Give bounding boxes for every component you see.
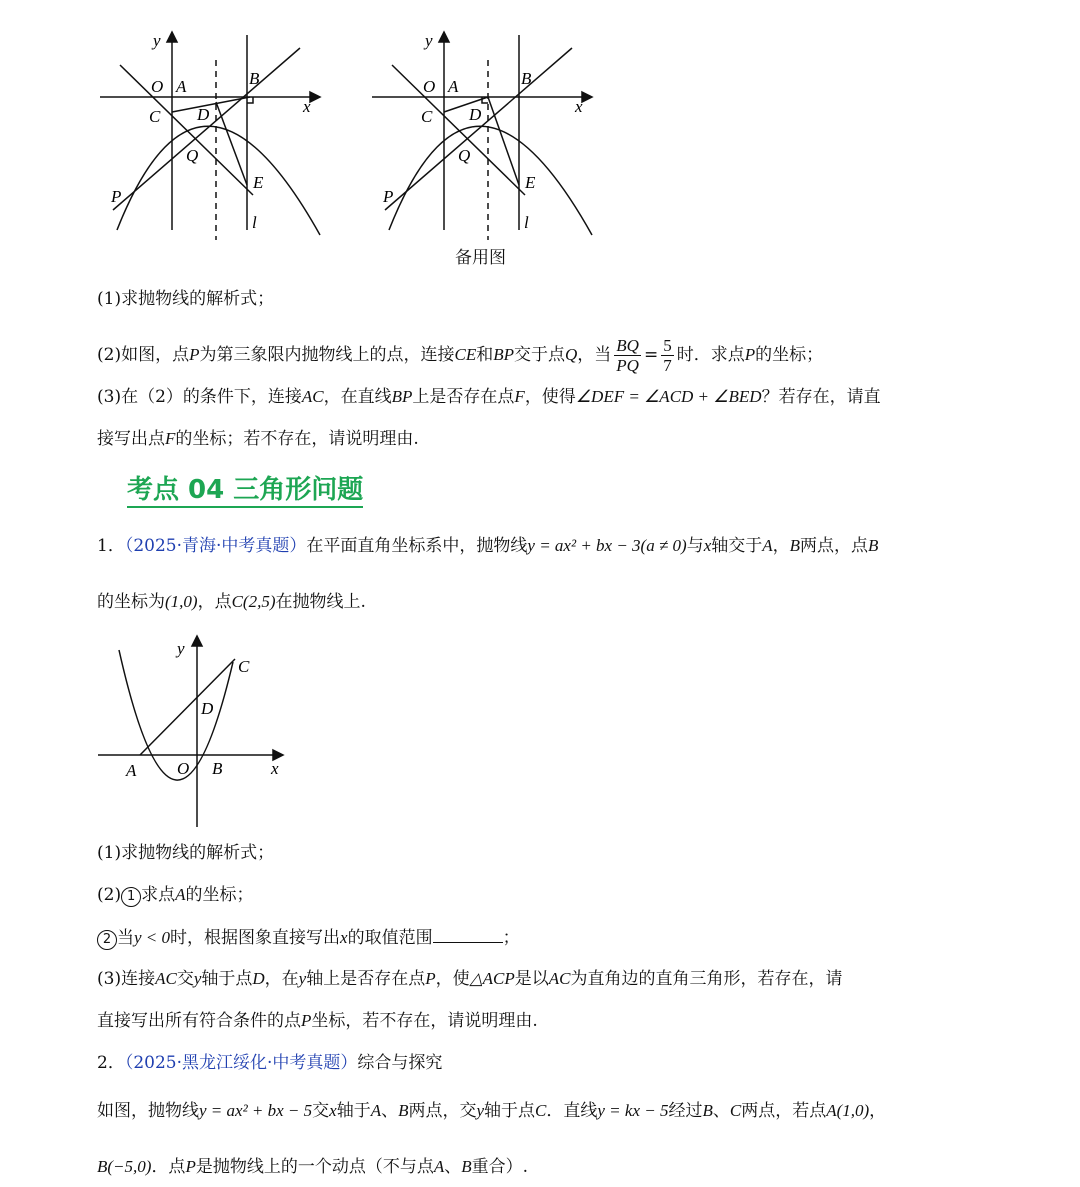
p1-fig-label-O: O [177, 759, 190, 778]
answer-blank[interactable] [433, 926, 503, 943]
p1-line2: 的坐标为(1,0)，点C(2,5)在抛物线上. [97, 592, 366, 612]
fig1-label-E: E [253, 173, 264, 192]
fig1-label-x: x [303, 97, 311, 116]
section-title: 考点 04 三角形问题 [127, 474, 363, 508]
prev-q3-line1: (3)在（2）的条件下，连接AC，在直线BP上是否存在点F，使得∠DEF = ∠ACD + ∠BED？若存在，请直 [97, 387, 881, 407]
fig1-label-Q: Q [186, 146, 199, 165]
p1-fig-label-x: x [271, 759, 279, 778]
p1-fig-label-B: B [212, 759, 223, 778]
fig1-label-O: O [151, 77, 164, 96]
prev-q1: (1)求抛物线的解析式； [97, 289, 275, 309]
fig1-label-l: l [252, 213, 257, 232]
fig2-label-O: O [423, 77, 436, 96]
p1-q3-line1: (3)连接AC交y轴于点D，在y轴上是否存在点P，使△ACP是以AC为直角边的直角三角形，若存在，请 [97, 969, 843, 989]
fig2-label-x: x [575, 97, 583, 116]
fig2-label-P: P [383, 187, 394, 206]
fig2-label-C: C [421, 107, 433, 126]
p2-line2: B(−5,0)．点P是抛物线上的一个动点（不与点A、B重合）. [97, 1157, 529, 1177]
fig1-label-y: y [153, 31, 161, 50]
fraction-bq-pq: $\frac{BQ}{PQ}$ [616, 336, 639, 375]
fig2-label-l: l [524, 213, 529, 232]
p1-q3-line2: 直接写出所有符合条件的点P坐标，若不存在，请说明理由. [97, 1011, 538, 1031]
fig2-label-Q: Q [458, 146, 471, 165]
p1-fig-label-A: A [126, 761, 137, 780]
p1-fig-label-D: D [201, 699, 214, 718]
fig2-label-D: D [469, 105, 482, 124]
fig1-label-B: B [249, 69, 260, 88]
fig2-label-A: A [448, 77, 459, 96]
figure-1 [95, 30, 325, 240]
prev-q3-line2: 接写出点F的坐标；若不存在，请说明理由. [97, 429, 419, 449]
fig1-label-C: C [149, 107, 161, 126]
fig2-label-B: B [521, 69, 532, 88]
p2-line1: 如图，抛物线y = ax² + bx − 5交x轴于A、B两点，交y轴于点C．直线y = kx − 5经过B、C两点，若点A(1,0)， [97, 1101, 887, 1121]
fig1-label-D: D [197, 105, 210, 124]
fig2-label-E: E [525, 173, 536, 192]
fig2-label-y: y [425, 31, 433, 50]
fraction-5-7: $\frac{5}{7}$ [663, 336, 672, 375]
fig1-label-A: A [176, 77, 187, 96]
figure-2 [367, 30, 597, 240]
p1-source: （2025·青海·中考真题） [124, 536, 307, 556]
p1-fig-label-C: C [238, 657, 250, 676]
p1-q1: (1)求抛物线的解析式； [97, 843, 275, 863]
fig1-label-P: P [111, 187, 122, 206]
p1-q2-2: 2 当y < 0时，根据图象直接写出x的取值范围 ； [97, 926, 520, 950]
p2-source: （2025·黑龙江绥化·中考真题） [124, 1053, 358, 1073]
p1-fig-label-y: y [177, 639, 185, 658]
prev-q2: (2)如图，点P为第三象限内抛物线上的点，连接CE和BP交于点Q，当 $\frac{BQ}{PQ}$ = $\frac{5}{7}$ 时．求点P的坐标； [97, 336, 824, 375]
p1-figure [95, 632, 295, 832]
p1-line1: 1．（2025·青海·中考真题）在平面直角坐标系中，抛物线y = ax² + bx − 3(a ≠ 0)与x轴交于A，B两点，点B [97, 536, 879, 556]
p1-q2-1: (2) 1 求点A的坐标； [97, 885, 254, 905]
p2-header: 2．（2025·黑龙江绥化·中考真题）综合与探究 [97, 1053, 443, 1073]
figure-2-caption: 备用图 [455, 248, 506, 268]
